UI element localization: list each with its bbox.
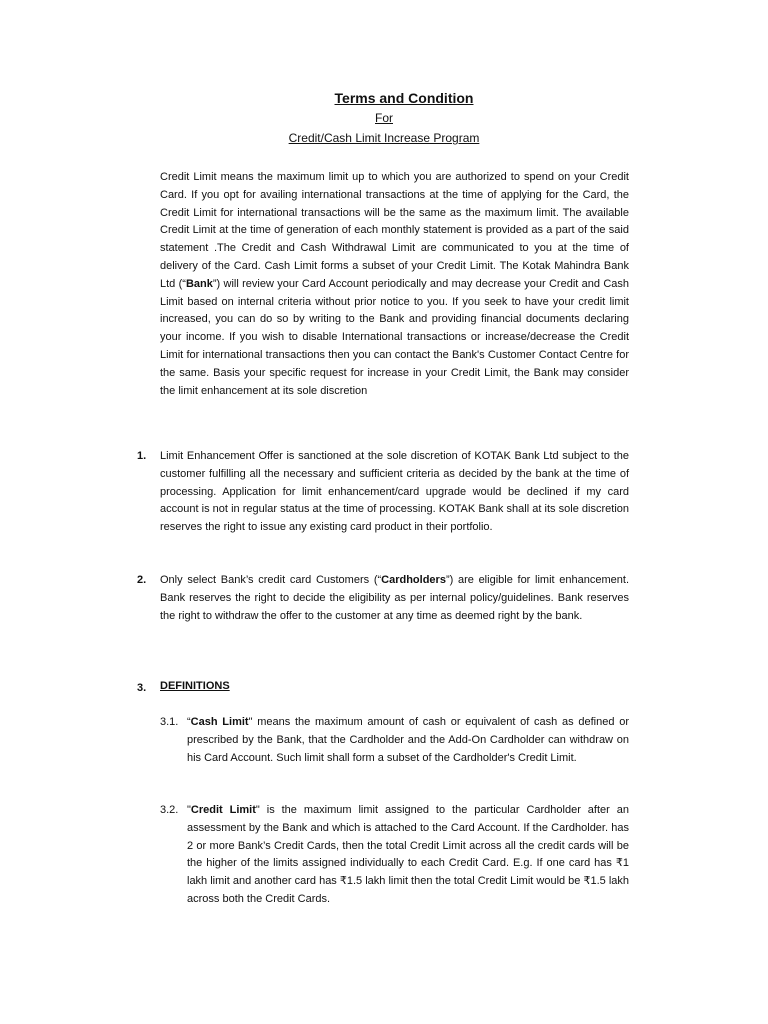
subclause-3-2-term: Credit Limit [190,804,256,816]
subclause-3-1-text: " means the maximum amount of cash or equivalent of cash as defined or prescribed by the Bank, that the Cardholder and the Add-On Cardholder can withdraw on his Card Account. Such limit shall form a subset of the Cardholder's Credit Limit. [187,716,629,764]
intro-text-2: ”) will review your Card Account periodically and may decrease your Credit and Cash Limit based on internal criteria without prior notice to you. If you seek to have your credit limit increased, you can do so by writing to the Bank and providing financial documents declaring your income. If you wish to disable International transactions or increase/decrease the Credit Limit for international transactions then you can contact the Bank's Customer Contact Centre for the same. Basis your specific request for increase in your Credit Limit, the Bank may consider the limit enhancement at its sole discretion [160,277,629,397]
subtitle-for: For [375,111,393,125]
clause-2-text-2: ”) are eligible for limit enhancement. Bank reserves the right to decide the eligibility as per internal policy/guidelines. Bank reserves the right to withdraw the offer to the customer at any time as deemed right by the bank. [160,574,630,622]
subclause-3-2-text: " is the maximum limit assigned to the particular Cardholder after an assessment by the Bank and which is attached to the Card Account. If the Cardholder. has 2 or more Bank’s Credit Cards, then the total Credit Limit across all the credit cards will be the higher of the limits assigned individually to each Credit Card. E.g. If one card has ₹1 lakh limit and another card has ₹1.5 lakh limit then the total Credit Limit would be ₹1.5 lakh across both the Credit Cards. [187,804,630,905]
clause-2-bold-cardholders: Cardholders [381,574,446,586]
subclause-3-1 [187,714,629,767]
subclause-3-2-number: 3.2. [160,804,179,816]
clause-1-text: Limit Enhancement Offer is sanctioned at the sole discretion of KOTAK Bank Ltd subject to the customer fulfilling all the necessary and sufficient criteria as decided by the bank at the time of processing. Application for limit enhancement/card upgrade would be declined if my card account is not in regular status at the time of processing. KOTAK Bank shall at its sole discretion reserves the right to issue any existing card product in their portfolio. [160,450,629,534]
subclause-3-2-open-quote: " [187,804,191,816]
subclause-3-1-term: Cash Limit [190,716,249,728]
clause-3-number: 3. [137,682,147,694]
subtitle-program: Credit/Cash Limit Increase Program [288,131,480,145]
intro-text-1: Credit Limit means the maximum limit up to which you are authorized to spend on your Credit Card. If you opt for availing international transactions at the time of applying for the Card, the Credit Limit for international transactions will be the same as the maximum limit. The available Credit Limit at the time of generation of each monthly statement is provided as a part of the said statement .The Credit and Cash Withdrawal Limit are communicated to you at the time of delivery of the Card. Cash Limit forms a subset of your Credit Limit. The Kotak Mahindra Bank Ltd (“ [160,171,629,290]
intro-bold-bank: Bank [185,277,213,290]
clause-1-number: 1. [137,450,147,462]
document-title: Terms and Condition [334,90,474,106]
definitions-heading: DEFINITIONS [160,680,230,692]
clause-2-text-1: Only select Bank’s credit card Customers (“ [160,574,382,586]
intro-paragraph [160,169,629,400]
subclause-3-1-number: 3.1. [160,716,179,728]
clause-2-number: 2. [137,574,147,586]
clause-2-paragraph [160,572,629,625]
subclause-3-1-open-quote: “ [187,716,191,728]
subclause-3-2 [187,802,629,909]
